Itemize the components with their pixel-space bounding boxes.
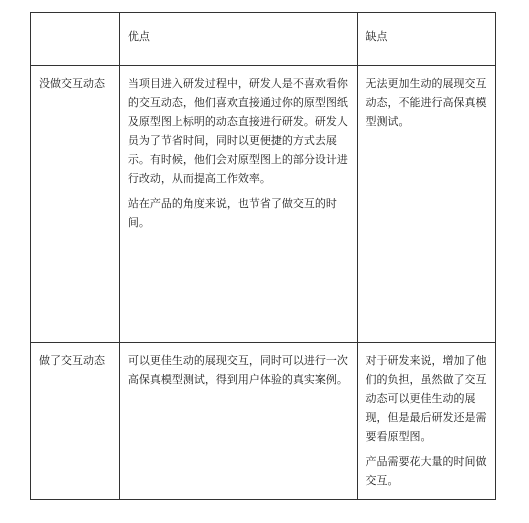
table-row — [31, 343, 496, 500]
cons-paragraph: 产品需要花大量的时间做交互。 — [365, 455, 487, 487]
header-pros: 优点 — [119, 13, 357, 66]
row-label-with-interaction: 做了交互动态 — [31, 343, 120, 500]
header-row — [31, 13, 496, 66]
comparison-table — [30, 12, 496, 500]
row-label-no-interaction: 没做交互动态 — [31, 66, 120, 343]
cons-cell-with-interaction — [357, 343, 495, 500]
pros-cell-with-interaction — [119, 343, 357, 500]
pros-paragraph: 站在产品的角度来说，也节省了做交互的时间。 — [127, 197, 337, 229]
pros-paragraph: 可以更佳生动的展现交互，同时可以进行一次高保真模型测试，得到用户体验的真实案例。 — [127, 354, 348, 386]
table-row — [31, 66, 496, 343]
header-empty — [31, 13, 120, 66]
pros-cell-no-interaction — [119, 66, 357, 343]
cons-paragraph: 无法更加生动的展现交互动态，不能进行高保真模型测试。 — [365, 77, 487, 128]
cons-paragraph: 对于研发来说，增加了他们的负担，虽然做了交互动态可以更佳生动的展现，但是最后研发还是需要看原型图。 — [365, 354, 487, 443]
cons-cell-no-interaction — [357, 66, 495, 343]
pros-paragraph: 当项目进入研发过程中，研发人是不喜欢看你的交互动态，他们喜欢直接通过你的原型图纸及原型图上标明的动态直接进行研发。研发人员为了节省时间，同时以更便捷的方式去展示。有时候，他们会对原型图上的部分设计进行改动，从而提高工作效率。 — [127, 77, 348, 185]
header-cons: 缺点 — [357, 13, 495, 66]
